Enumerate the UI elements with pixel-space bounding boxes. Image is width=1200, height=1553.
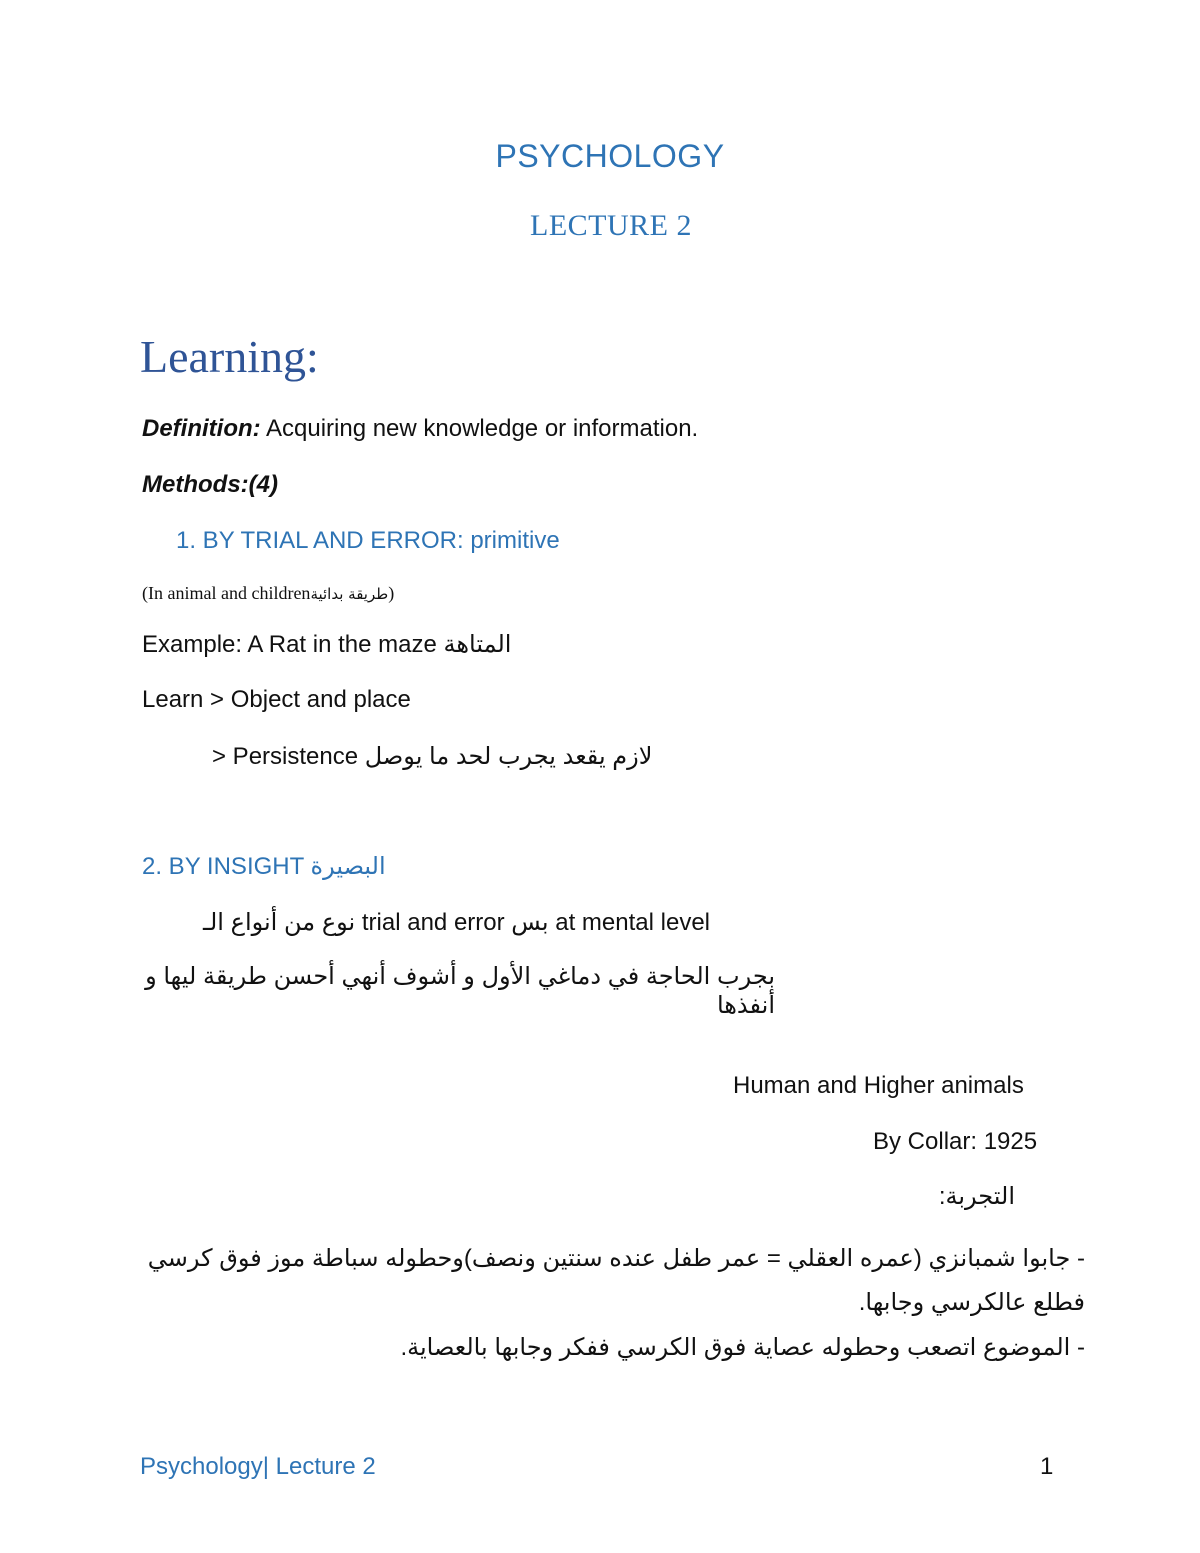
method1-example: [142, 630, 511, 659]
method1-persistence-ar: لازم يقعد يجرب لحد ما يوصل: [364, 743, 653, 770]
method1-persistence-en: > Persistence: [212, 743, 365, 770]
method2-human-line: Human and Higher animals: [733, 1072, 1024, 1099]
document-title: PSYCHOLOGY: [495, 138, 725, 174]
definition-label: Definition:: [142, 415, 261, 442]
method2-collar-line: By Collar: 1925: [873, 1128, 1038, 1155]
definition-text: Acquiring new knowledge or information.: [260, 415, 699, 442]
method2-mental-line: at mental level بس trial and error نوع من أنواع الـ: [202, 909, 710, 936]
experiment-bullet-2: - الموضوع اتصعب وحطوله عصاية فوق الكرسي ففكر وجابها بالعصاية.: [400, 1334, 1085, 1361]
method2-title-en: 2. BY INSIGHT: [142, 853, 311, 880]
method1-note-en: (In animal and children: [142, 583, 311, 603]
experiment-label: التجربة:: [938, 1183, 1015, 1210]
method1-example-ar: المتاهة: [443, 631, 512, 658]
method1-title: 1. BY TRIAL AND ERROR: primitive: [176, 527, 560, 554]
page-number: 1: [1040, 1453, 1054, 1480]
document-subtitle: LECTURE 2: [530, 209, 692, 242]
method1-learn-line: Learn > Object and place: [142, 686, 411, 713]
method2-title-ar: البصيرة: [310, 853, 386, 880]
method1-note-close: ): [388, 583, 395, 603]
method1-note-ar: طريقة بدائية: [310, 585, 389, 603]
method1-persistence: [212, 742, 652, 771]
method1-note: [142, 583, 394, 604]
method2-arabic-line: بجرب الحاجة في دماغي الأول و أشوف أنهي أحسن طريقة ليها و أنفذها: [145, 963, 775, 1019]
method1-example-en: Example: A Rat in the maze: [142, 631, 444, 658]
experiment-bullet-1: - جابوا شمبانزي (عمره العقلي = عمر طفل عنده سنتين ونصف)وحطوله سباطة موز فوق كرسي فطلع عالكرسي وجابها.: [147, 1245, 1085, 1316]
section-heading: Learning:: [140, 331, 319, 382]
definition-line: [142, 415, 698, 443]
method2-title: [142, 852, 386, 881]
methods-label: Methods:(4): [142, 471, 278, 498]
footer-title: Psychology| Lecture 2: [140, 1453, 376, 1480]
